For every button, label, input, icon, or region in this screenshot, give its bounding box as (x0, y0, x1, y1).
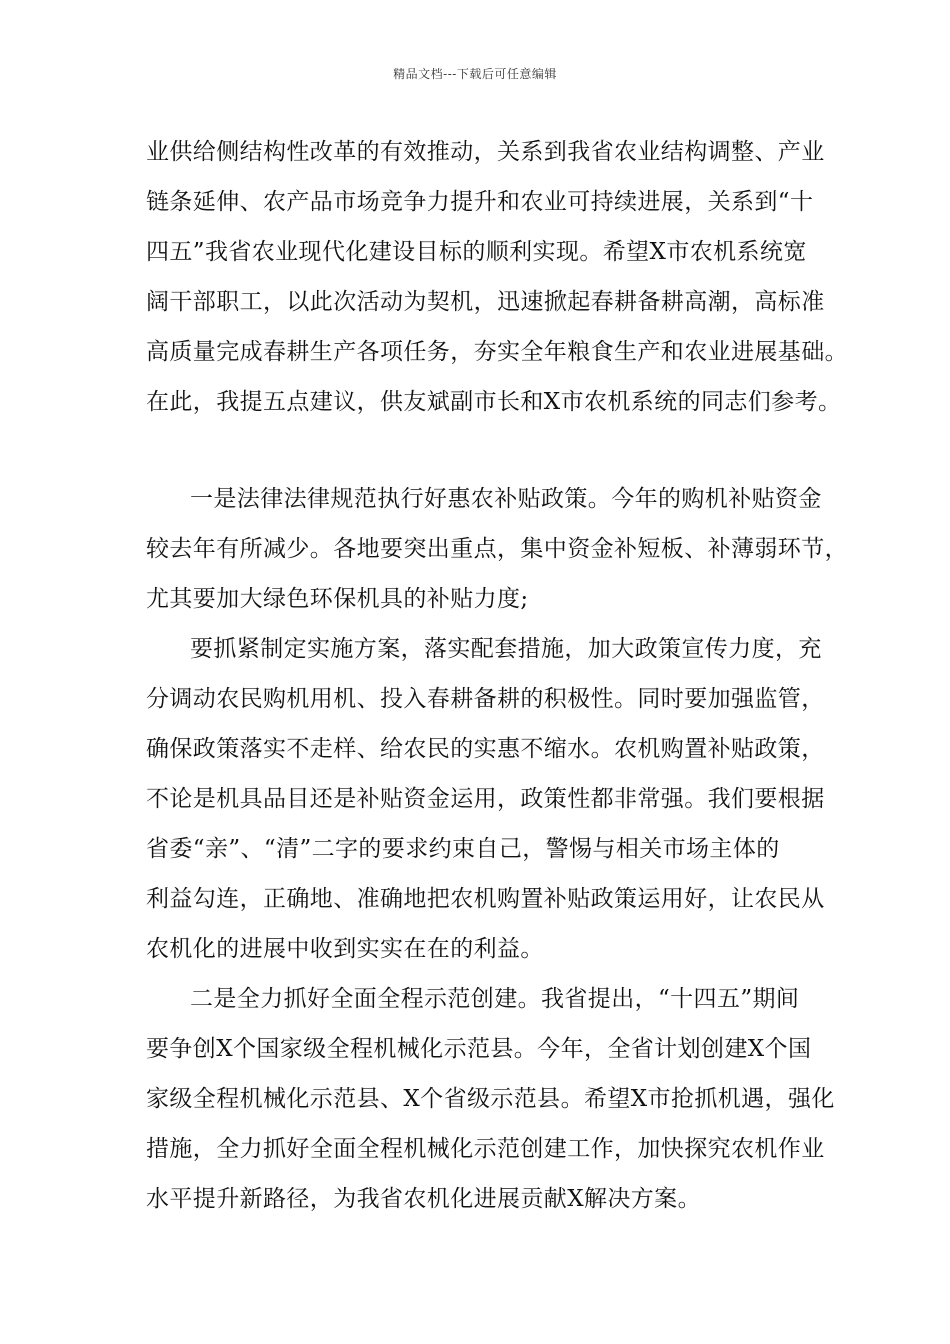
paragraph-4-line-3: 家级全程机械化示范县、X个省级示范县。希望X市抢抓机遇，强化 (146, 1086, 835, 1112)
paragraph-3-line-5: 省委“亲”、“清”二字的要求约束自己，警惕与相关市场主体的 (146, 836, 780, 862)
paragraph-1-line-1: 业供给侧结构性改革的有效推动，关系到我省农业结构调整、产业 (146, 139, 825, 165)
paragraph-1-line-5: 高质量完成春耕生产各项任务，夯实全年粮食生产和农业进展基础。 (146, 339, 848, 365)
page-header: 精品文档---下载后可任意编辑 (393, 67, 557, 81)
paragraph-2-line-2: 较去年有所减少。各地要突出重点，集中资金补短板、补薄弱环节， (146, 536, 848, 562)
paragraph-3-line-2: 分调动农民购机用机、投入春耕备耕的积极性。同时要加强监管， (146, 686, 825, 712)
paragraph-4-line-2: 要争创X个国家级全程机械化示范县。今年，全省计划创建X个国 (146, 1036, 812, 1062)
paragraph-1-line-6: 在此，我提五点建议，供友斌副市长和X市农机系统的同志们参考。 (146, 389, 842, 415)
paragraph-1-line-2: 链条延伸、农产品市场竞争力提升和农业可持续进展，关系到“十 (146, 189, 814, 215)
paragraph-3-line-7: 农机化的进展中收到实实在在的利益。 (146, 936, 544, 962)
paragraph-2-line-1: 一是法律法律规范执行好惠农补贴政策。今年的购机补贴资金 (190, 486, 822, 512)
paragraph-1-line-4: 阔干部职工，以此次活动为契机，迅速掀起春耕备耕高潮，高标准 (146, 289, 825, 315)
paragraph-3-line-1: 要抓紧制定实施方案，落实配套措施，加大政策宣传力度，充 (190, 636, 822, 662)
paragraph-3-line-3: 确保政策落实不走样、给农民的实惠不缩水。农机购置补贴政策， (146, 736, 825, 762)
paragraph-3-line-6: 利益勾连，正确地、准确地把农机购置补贴政策运用好，让农民从 (146, 886, 825, 912)
paragraph-1-line-3: 四五”我省农业现代化建设目标的顺利实现。希望X市农机系统宽 (146, 239, 807, 265)
paragraph-3-line-4: 不论是机具品目还是补贴资金运用，政策性都非常强。我们要根据 (146, 786, 825, 812)
paragraph-4-line-1: 二是全力抓好全面全程示范创建。我省提出，“十四五”期间 (190, 986, 800, 1012)
paragraph-4-line-4: 措施，全力抓好全面全程机械化示范创建工作，加快探究农机作业 (146, 1136, 825, 1162)
paragraph-4-line-5: 水平提升新路径，为我省农机化进展贡献X解决方案。 (146, 1186, 701, 1212)
paragraph-2-line-3: 尤其要加大绿色环保机具的补贴力度; (146, 586, 529, 612)
